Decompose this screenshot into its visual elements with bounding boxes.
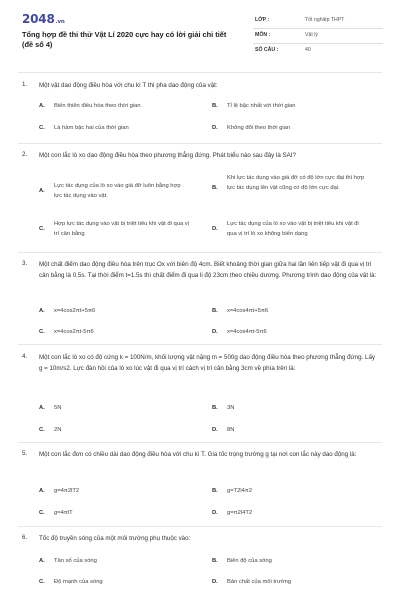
option-text: x=4cos2πt+5π6 xyxy=(54,308,96,314)
option-label: D. xyxy=(212,427,218,433)
option-label: A. xyxy=(39,308,45,314)
option-text: 2N xyxy=(54,427,62,433)
logo-text: 2048 xyxy=(22,12,55,26)
option-text: g=4π2lT2 xyxy=(54,488,80,494)
option-label: C. xyxy=(39,329,45,335)
option-label: C. xyxy=(39,510,45,516)
meta-row-class xyxy=(253,14,383,29)
option-text: x=4cos2πt-5π6 xyxy=(54,329,94,335)
question-number: 3. xyxy=(22,260,28,267)
option-text: Biến thiên điều hòa theo thời gian xyxy=(54,103,141,109)
option-text: g=4πlT xyxy=(54,510,73,516)
option-text: Tỉ lệ bậc nhất với thời gian xyxy=(227,103,296,109)
question-text: Một con lắc lò xo dao động điều hòa theo phương thẳng đứng. Phát biểu nào sau đây là SAI? xyxy=(39,152,296,159)
meta-value: Tốt nghiệp THPT xyxy=(305,17,345,23)
option-label: B. xyxy=(212,185,218,191)
question-number: 4. xyxy=(22,353,28,360)
option-label: D. xyxy=(212,329,218,335)
option-label: B. xyxy=(212,488,218,494)
divider xyxy=(18,526,382,527)
divider xyxy=(18,72,382,73)
logo-suffix: .vn xyxy=(55,19,65,25)
question-text: Tốc độ truyền sóng của một môi trường phụ thuộc vào: xyxy=(39,535,191,542)
option-text: g=T2l4π2 xyxy=(227,488,253,494)
option-label: B. xyxy=(212,103,218,109)
exam-meta-table xyxy=(253,14,383,58)
option-label: C. xyxy=(39,427,45,433)
option-label: C. xyxy=(39,579,45,585)
option-text: g=π2l4T2 xyxy=(227,510,253,516)
option-label: D. xyxy=(212,510,218,516)
option-text: 8N xyxy=(227,427,235,433)
divider xyxy=(18,442,382,443)
option-text: Khi lực tác dụng vào giá đỡ có độ lớn cực đại thì hợp lực tác dụng lên vật cũng có độ lớn cực đại. xyxy=(227,175,365,191)
option-text: Hợp lực tác dụng vào vật bị triệt tiêu khi vật đi qua vị trí cân bằng xyxy=(54,221,189,237)
option-label: C. xyxy=(39,226,45,232)
meta-row-question-count xyxy=(253,44,383,58)
question-3 xyxy=(22,260,380,340)
option-label: B. xyxy=(212,558,218,564)
document-header xyxy=(22,12,378,66)
question-number: 5. xyxy=(22,450,28,457)
meta-key: SỐ CÂU : xyxy=(255,47,279,53)
question-text: Một vật dao động điều hòa với chu kì T thì pha dao động của vật: xyxy=(39,82,218,89)
question-6 xyxy=(22,534,380,596)
question-text: Một con lắc lò xo có độ cứng k = 100N/m, khối lượng vật nặng m = 500g dao động điều hòa theo phương thẳng đứng. Lấy g = 10m/s2. Lực đàn hồi của lò xo lúc vật đi qua vị trí cách vị trí cân bằng 3cm về phía trên là: xyxy=(39,354,375,372)
question-text: Một con lắc đơn có chiều dài dao động điều hòa với chu kì T. Gia tốc trọng trường g tại nơi con lắc này dao động là: xyxy=(39,451,357,458)
divider xyxy=(18,252,382,253)
option-text: Không đổi theo thời gian xyxy=(227,125,291,131)
option-text: Là hàm bậc hai của thời gian xyxy=(54,125,129,131)
option-text: 5N xyxy=(54,405,62,411)
option-text: Biên độ của sóng xyxy=(227,558,272,564)
meta-value: 40 xyxy=(305,47,311,53)
option-text: Lực tác dụng của lò xo vào giá đỡ luôn bằng hợp lực tác dụng vào vật. xyxy=(54,183,181,199)
meta-value: Vật lý xyxy=(305,32,318,38)
divider xyxy=(18,143,382,144)
option-text: Tần số của sóng xyxy=(54,558,97,564)
option-label: A. xyxy=(39,405,45,411)
option-text: Lực tác dụng của lò xo vào vật bị triệt tiêu khi vật đi qua vị trí lò xo không biến dạng xyxy=(227,221,359,237)
question-1 xyxy=(22,81,380,136)
option-label: A. xyxy=(39,103,45,109)
question-2 xyxy=(22,151,380,246)
meta-key: MÔN : xyxy=(255,32,271,38)
question-5 xyxy=(22,450,380,522)
option-text: Độ mạnh của sóng xyxy=(54,579,103,585)
page-title: Tổng hợp đề thi thử Vật Lí 2020 cực hay có lời giải chi tiết (đề số 4) xyxy=(22,30,227,49)
question-number: 1. xyxy=(22,81,28,88)
question-number: 2. xyxy=(22,151,28,158)
option-text: x=4cos4πt-5π6 xyxy=(227,329,267,335)
meta-row-subject xyxy=(253,29,383,44)
option-label: D. xyxy=(212,579,218,585)
option-label: B. xyxy=(212,308,218,314)
option-text: 3N xyxy=(227,405,235,411)
meta-key: LỚP : xyxy=(255,17,270,23)
option-text: Bản chất của môi trường xyxy=(227,579,292,585)
question-text: Một chất điểm dao động điều hòa trên trục Ox với biên độ 4cm. Biết khoảng thời gian giữa hai lần liên tiếp vật đi qua vị trí cân bằng là 0.5s. Tại thời điểm t=1.5s thì chất điểm đi qua li độ 23cm theo chiều dương. Phương trình dao động của vật là: xyxy=(39,261,377,279)
option-label: A. xyxy=(39,558,45,564)
option-label: D. xyxy=(212,125,218,131)
question-4 xyxy=(22,353,380,437)
option-label: A. xyxy=(39,488,45,494)
option-label: A. xyxy=(39,188,45,194)
option-text: x=4cos4πt+5π6 xyxy=(227,308,269,314)
question-number: 6. xyxy=(22,534,28,541)
option-label: D. xyxy=(212,226,218,232)
divider xyxy=(18,344,382,345)
option-label: B. xyxy=(212,405,218,411)
option-label: C. xyxy=(39,125,45,131)
